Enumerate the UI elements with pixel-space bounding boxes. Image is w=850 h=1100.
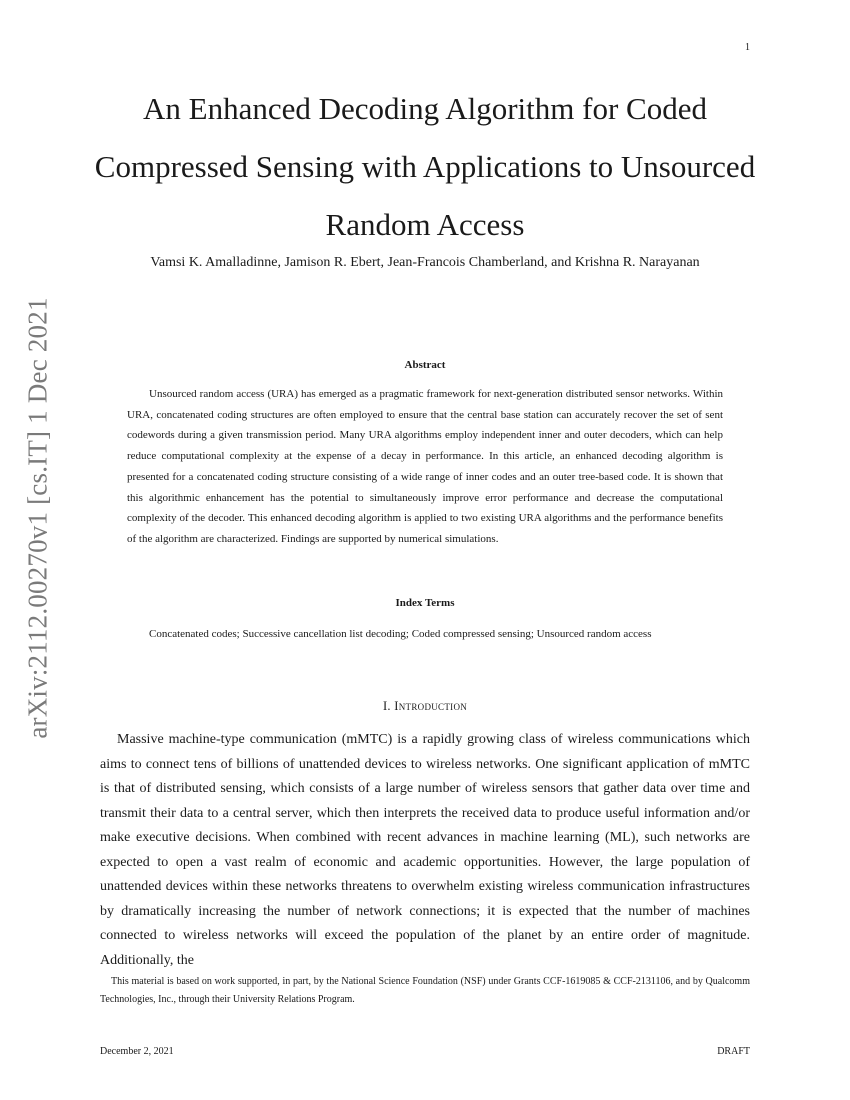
footer-date: December 2, 2021 (100, 1046, 174, 1057)
author-list: Vamsi K. Amalladinne, Jamison R. Ebert, Jean-Francois Chamberland, and Krishna R. Narayanan (150, 255, 700, 270)
introduction-paragraph: Massive machine-type communication (mMTC) is a rapidly growing class of wireless communications which aims to connect tens of billions of unattended devices to wireless networks. One significant application of mMTC is that of distributed sensing, which consists of a large number of wireless sensors that gather data over time and transmit their data to a central server, which then interprets the received data to produce useful information and/or make executive decisions. When combined with recent advances in machine learning (ML), such networks are expected to open a vast realm of economic and academic opportunities. However, the large population of unattended devices within these networks threatens to overwhelm existing wireless communication infrastructures by dramatically increasing the number of network connections; it is expected that the number of machines connected to wireless networks will exceed the population of the planet by an entire order of magnitude. Additionally, the (100, 732, 750, 968)
index-terms-heading: Index Terms (395, 597, 455, 609)
abstract-text: Unsourced random access (URA) has emerged as a pragmatic framework for next-generation distributed sensor networks. Within URA, concatenated coding structures are often employed to ensure that the central base station can accurately recover the set of sent codewords during a given transmission period. Many URA algorithms employ independent inner and outer decoders, which can help reduce computational complexity at the expense of a decay in performance. In this article, an enhanced decoding algorithm is presented for a concatenated coding structure consisting of a wide range of inner codes and an outer tree-based code. It is shown that this algorithmic enhancement has the potential to simultaneously improve error performance and decrease the computational complexity of the decoder. This enhanced decoding algorithm is applied to two existing URA algorithms and the performance benefits of the algorithm are characterized. Findings are supported by numerical simulations. (127, 388, 723, 545)
abstract-heading: Abstract (404, 359, 446, 371)
funding-footnote: This material is based on work supported, in part, by the National Science Foundation (NSF) under Grants CCF-1619085 & CCF-2131106, and by Qualcomm Technologies, Inc., through their University Relations Program. (100, 976, 750, 1005)
paper-title: An Enhanced Decoding Algorithm for Coded Compressed Sensing with Applications to Unsourced Random Access (94, 91, 756, 242)
section-heading (0, 699, 850, 714)
index-terms-text: Concatenated codes; Successive cancellation list decoding; Coded compressed sensing; Unsourced random access (149, 628, 652, 640)
section-number: I. (382, 699, 395, 713)
arxiv-identifier-stamp: arXiv:2112.00270v1 [cs.IT] 1 Dec 2021 (22, 297, 53, 739)
footer-draft-label: DRAFT (717, 1046, 750, 1057)
section-title: Introduction (394, 699, 468, 713)
page-number: 1 (745, 42, 750, 53)
